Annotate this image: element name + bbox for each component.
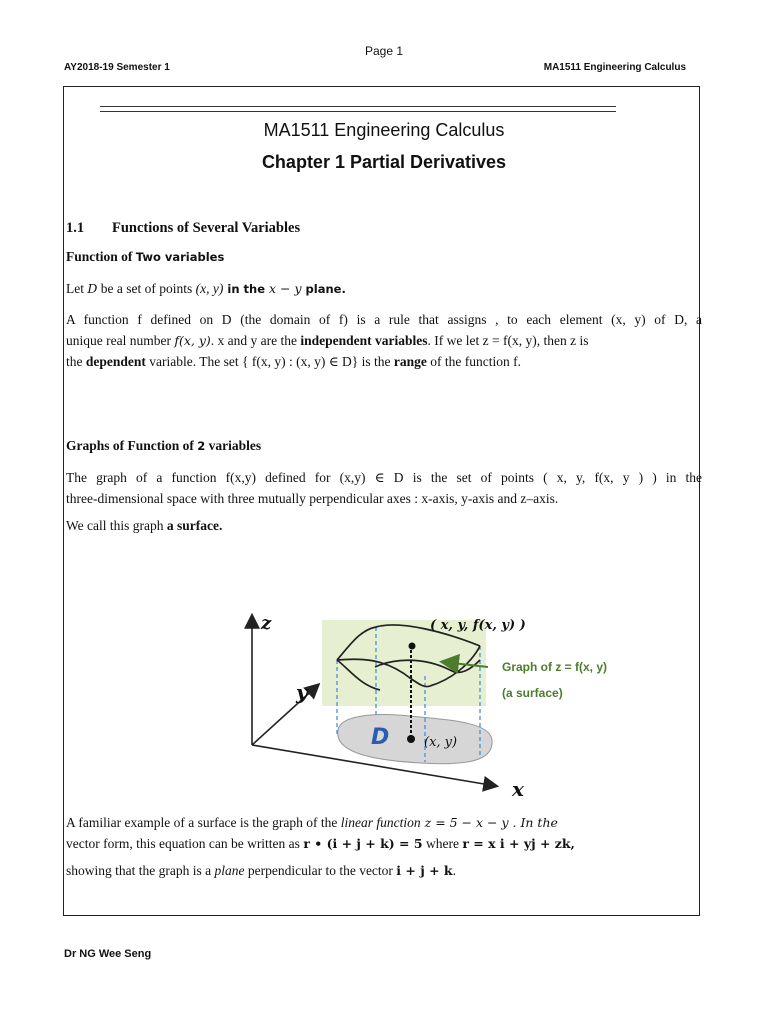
text: Let: [66, 281, 88, 296]
text: the: [66, 354, 86, 369]
header-semester: AY2018-19 Semester 1: [64, 62, 170, 73]
subheading-tail: variables: [160, 250, 225, 264]
graph-caption-line1: Graph of z = f(x, y): [502, 660, 608, 674]
math-linear: z = 5 − x − y . In the: [420, 815, 558, 830]
text: plane.: [301, 282, 346, 296]
bold-independent: independent variables: [300, 333, 428, 348]
domain-point: [407, 735, 415, 743]
text: variable. The set { f(x, y) : (x, y) ∈ D} is the: [145, 354, 394, 369]
para3-line2: three-dimensional space with three mutually perpendicular axes : x-axis, y-axis and z–axis.: [66, 491, 559, 506]
text: unique real number: [66, 333, 175, 348]
para5-line1: [66, 812, 702, 833]
math-dot-product: r • (i + j + k) = 5: [303, 836, 423, 851]
course-title: MA1511 Engineering Calculus: [263, 120, 505, 140]
bold-dependent: dependent: [85, 354, 146, 369]
text: .: [452, 863, 456, 878]
math-D: D: [87, 281, 98, 296]
subheading-text: Graphs of Function of: [66, 438, 198, 453]
text: We call this graph: [66, 518, 167, 533]
text: showing that the graph is a: [66, 863, 215, 878]
text: perpendicular to the vector: [244, 863, 397, 878]
footer-author: Dr NG Wee Seng: [64, 948, 152, 960]
text: in the: [223, 282, 269, 296]
para3-line1: The graph of a function f(x,y) defined for (x,y) ∈ D is the set of points ( x, y, f(x, y ) ) in the: [66, 470, 702, 485]
domain-label: D: [371, 725, 390, 750]
text: A familiar example of a surface is the graph of the: [66, 815, 341, 830]
text: be a set of points: [97, 281, 196, 296]
text: . If we let z = f(x, y), then z is: [427, 333, 589, 348]
subheading-tail: variables: [205, 438, 262, 453]
bold-surface: a surface.: [166, 518, 223, 533]
para5-line3: [66, 860, 702, 881]
para5-line2: [66, 833, 702, 854]
z-axis-label: z: [261, 613, 272, 634]
chapter-title: Chapter 1 Partial Derivatives: [261, 152, 507, 172]
y-axis-label: y: [296, 680, 308, 704]
italic-plane: plane: [214, 863, 245, 878]
domain-point-label: (x, y): [424, 735, 458, 750]
y-axis: [252, 685, 318, 745]
text: of the function f.: [426, 354, 522, 369]
math-normal-vector: i + j + k: [396, 863, 453, 878]
text: where: [422, 836, 463, 851]
italic-linear-function: linear function: [340, 815, 421, 830]
subheading-text: Function of: [66, 249, 136, 264]
para2-line1: A function f defined on D (the domain of f) is a rule that assigns , to each element (x, y) of D, a: [66, 312, 702, 327]
x-axis-label: x: [512, 777, 524, 801]
math-xy: (x, y): [195, 281, 224, 296]
text: vector form, this equation can be written as: [66, 836, 304, 851]
graph-caption-line2: (a surface): [502, 686, 563, 700]
math-fxy: f(x, y): [174, 333, 211, 348]
section-number: 1.1: [66, 220, 85, 236]
subheading-num: Two: [135, 250, 161, 264]
paragraph-linear-example: [66, 812, 702, 881]
point-label: ( x, y, f(x, y) ): [430, 618, 526, 633]
math-plane: x − y: [269, 281, 302, 296]
math-position-vector: r = x i + yj + zk,: [462, 836, 575, 851]
surface-point: [409, 643, 416, 650]
section-title: Functions of Several Variables: [112, 220, 301, 236]
page-number: Page 1: [364, 44, 404, 58]
subheading-num: 2: [197, 439, 206, 453]
text: . x and y are the: [210, 333, 301, 348]
bold-range: range: [393, 354, 427, 369]
header-course: MA1511 Engineering Calculus: [543, 62, 686, 73]
